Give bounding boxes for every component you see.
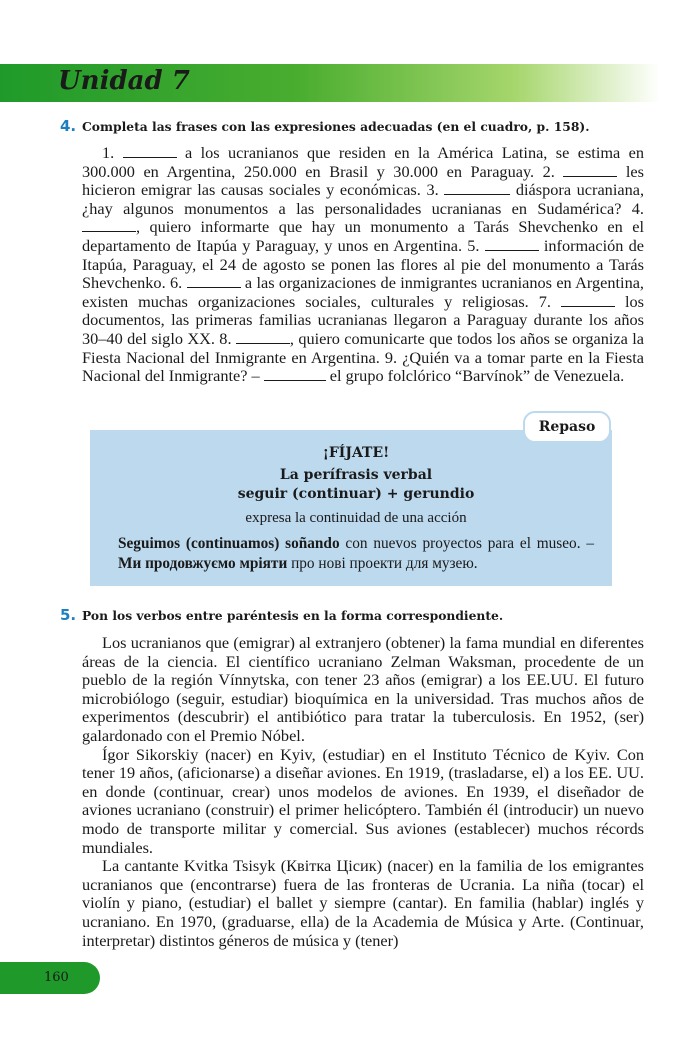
blank-line — [236, 331, 290, 344]
rule-title: La perífrasis verbal — [279, 467, 433, 483]
ex5-paragraph: Los ucranianos que (emigrar) al extranjero (obtener) la fama mundial en diferentes áreas de la ciencia. El científico ucraniano Zelman Waksman, procedente de un pueblo de la región Vínnytska, con tener 23 años (emigrar) a los EE.UU. El futuro microbiólogo (seguir, estudiar) bioquímica en la universidad. Tras muchos años de experimentos (descubrir) el antibiótico para tratar la tuberculosis. En 1952, (ser) galardonado con el Premio Nóbel. — [82, 633, 644, 745]
exercise-4-instruction: Completa las frases con las expresiones adecuadas (en el cuadro, p. 158). — [82, 119, 590, 134]
ex4-segment: los documentos, las primeras familias ucranianas llegaron a Paraguay durante los años 30–40 del siglo XX. 8. — [82, 291, 644, 348]
example-rest-es: con nuevos proyectos para el museo. – — [339, 535, 594, 552]
exercise-4-text — [82, 144, 644, 386]
ex4-segment: , quiero comunicarte que todos los años se organiza la Fiesta Nacional del Inmigrante en Argentina. 9. ¿Quién va a tomar parte en la Fiesta Nacional del Inmigrante? – — [82, 328, 644, 386]
unit-title: Unidad 7 — [58, 66, 190, 96]
blank-line — [264, 368, 326, 381]
exercise-5-text — [82, 634, 644, 950]
example-bold-uk: Ми продовжуємо мріяти — [118, 555, 288, 572]
fijate-heading: ¡FÍJATE! — [322, 445, 390, 461]
ex4-segment: diáspora ucraniana, ¿hay algunos monumentos a las personalidades ucranianas en Sudamérica? 4. — [82, 180, 645, 218]
rule-example — [118, 534, 594, 574]
ex5-paragraph: Ígor Sikorskiy (nacer) en Kyiv, (estudiar) en el Instituto Técnico de Kyiv. Con tener 19 años, (aficionarse) a diseñar aviones. En 1919, (trasladarse, el) a los EE. UU. en donde (continuar, crear) unos modelos de aviones. En 1939, el diseñador de aviones ucraniano (construir) el primer helicóptero. También él (introducir) un nuevo modo de transporte militar y comercial. Sus aviones (establecer) muchos récords mundiales. — [82, 744, 644, 857]
ex4-segment: el grupo folclórico “Barvínok” de Venezuela. — [325, 366, 625, 386]
blank-line — [187, 275, 241, 288]
page-number: 160 — [44, 970, 69, 985]
example-rest-uk: про нові проекти для музею. — [287, 555, 478, 572]
exercise-5-number: 5. — [60, 606, 77, 624]
ex4-segment: a las organizaciones de inmigrantes ucranianos en Argentina, existen muchas organizaciones sociales, culturales y religiosas. 7. — [82, 273, 645, 311]
blank-line — [123, 145, 177, 158]
ex4-segment: 1. — [102, 143, 123, 162]
ex4-segment: a los ucranianos que residen en la América Latina, se estima en 300.000 en Argentina, 250.000 en Brasil y 30.000 en Paraguay. 2. — [82, 143, 644, 181]
exercise-4-number: 4. — [60, 117, 77, 135]
repaso-content — [118, 440, 594, 574]
ex4-segment: , quiero informarte que hay un monumento a Tarás Shevchenko en el departamento de Itapúa y Paraguay, y unos en Argentina. 5. — [82, 217, 644, 255]
ex4-segment: información de Itapúa, Paraguay, el 24 de agosto se ponen las flores al pie del monumento a Tarás Shevchenko. 6. — [82, 235, 644, 293]
ex5-paragraph: La cantante Kvitka Tsisyk (Квітка Цісик) (nacer) en la familia de los emigrantes ucranianos que (encontrarse) fuera de las fronteras de Ucrania. La niña (tocar) el violín y piano, (estudiar) el ballet y siempre (cantar). En familia (hablar) inglés y ucraniano. En 1970, (graduarse, ella) de la Academia de Música y Arte. (Continuar, interpretar) distintos géneros de música y (tener) — [82, 856, 644, 950]
blank-line — [444, 182, 510, 195]
example-bold-es: Seguimos (continuamos) soñando — [118, 535, 340, 552]
blank-line — [485, 238, 539, 251]
repaso-tab: Repaso — [523, 411, 611, 443]
rule-formula: seguir (continuar) + gerundio — [237, 486, 475, 502]
exercise-5-instruction: Pon los verbos entre paréntesis en la forma correspondiente. — [82, 608, 504, 623]
blank-line — [561, 294, 615, 307]
rule-description: expresa la continuidad de una acción — [245, 510, 467, 526]
blank-line — [563, 164, 617, 177]
blank-line — [82, 219, 136, 232]
ex4-segment: les hicieron emigrar las causas sociales y económicas. 3. — [82, 161, 644, 200]
